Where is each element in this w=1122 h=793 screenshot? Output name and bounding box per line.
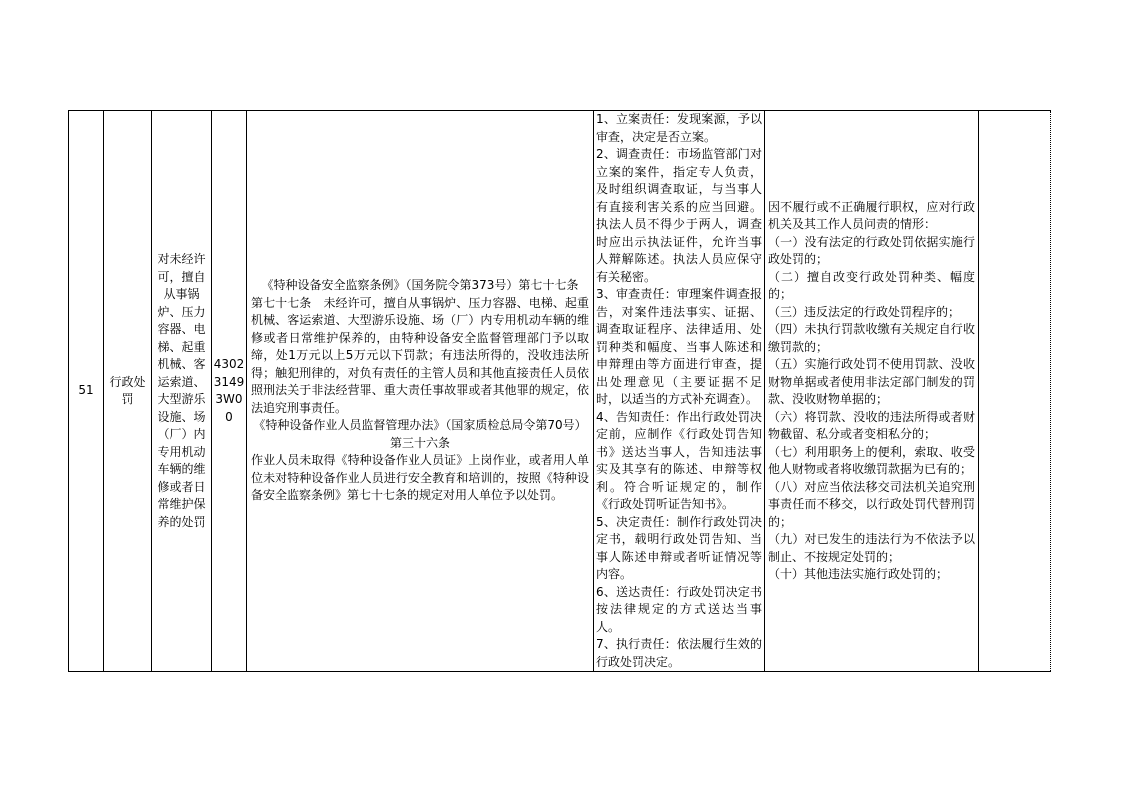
accountability-item: （十）其他违法实施行政处罚的； [768,567,949,581]
responsibility-item: 4、告知责任：作出行政处罚决定前，应制作《行政处罚告知书》送达当事人，告知违法事实及其享有的陈述、申辩等权利。符合听证规定的，制作《行政处罚听证告知书》。 [596,409,762,511]
responsibility-item: 7、执行责任：依法履行生效的行政处罚决定。 [596,637,762,669]
legal-basis [247,111,594,672]
accountability-item: （八）对应当依法移交司法机关追究刑事责任而不移交，以行政处罚代替刑罚的； [768,479,975,529]
accountability-cases [765,111,979,672]
remark-cell [979,111,1051,672]
responsibility-items [594,111,765,672]
responsibility-item: 6、送达责任：行政处罚决定书按法律规定的方式送达当事人。 [596,584,762,634]
basis-article-77: 第七十七条 未经许可，擅自从事锅炉、压力容器、电梯、起重机械、客运索道、大型游乐设施、场（厂）内专用机动车辆的维修或者日常维护保养的，由特种设备安全监督管理部门予以取缔，处1万元以上5万元以下罚款；有违法所得的，没收违法所得；触犯刑律的，对负有责任的主管人员和其他直接责任人员依照刑法关于非法经营罪、重大责任事故罪或者其他罪的规定，依法追究刑事责任。 [251,295,589,415]
accountability-item: （四）未执行罚款收缴有关规定自行收缴罚款的； [768,322,975,354]
responsibility-item: 3、审查责任：审理案件调查报告，对案件违法事实、证据、调查取证程序、法律适用、处罚种类和幅度、当事人陈述和申辩理由等方面进行审查，提出处理意见（主要证据不足时，以适当的方式补充调查）。 [596,287,762,406]
accountability-item: （九）对已发生的违法行为不依法予以制止、不按规定处罚的； [768,532,975,564]
seq-number: 51 [69,111,104,672]
power-list-table [68,110,1051,672]
basis-measures-title: 《特种设备作业人员监督管理办法》（国家质检总局令第70号）第三十六条 [253,418,587,450]
responsibility-item: 1、立案责任：发现案源，予以审查，决定是否立案。 [596,112,762,144]
power-category: 行政处罚 [104,111,152,672]
accountability-item: （七）利用职务上的便利，索取、收受他人财物或者将收缴罚款据为已有的； [768,444,975,476]
accountability-item: （一）没有法定的行政处罚依据实施行政处罚的； [768,234,975,266]
basis-regulation-title: 《特种设备安全监察条例》（国务院令第373号）第七十七条 [261,278,579,293]
basis-article-36: 作业人员未取得《特种设备作业人员证》上岗作业，或者用人单位未对特种设备作业人员进行安全教育和培训的，按照《特种设备安全监察条例》第七十七条的规定对用人单位予以处罚。 [251,453,589,503]
item-code: 43023149 3W00 [212,111,247,672]
responsibility-item: 5、决定责任：制作行政处罚决定书，载明行政处罚告知、当事人陈述申辩或者听证情况等内容。 [596,514,762,581]
responsibility-item: 2、调查责任：市场监管部门对立案的案件，指定专人负责，及时组织调查取证，与当事人有直接利害关系的应当回避。执法人员不得少于两人，调查时应出示执法证件，允许当事人辩解陈述。执法人员应保守有关秘密。 [596,147,762,284]
accountability-item: （六）将罚款、没收的违法所得或者财物截留、私分或者变相私分的； [768,409,975,441]
accountability-item: （二）擅自改变行政处罚种类、幅度的； [768,269,975,301]
accountability-intro: 因不履行或不正确履行职权，应对行政机关及其工作人员问责的情形： [768,199,975,231]
accountability-item: （三）违反法定的行政处罚程序的； [768,304,961,319]
item-name: 对未经许可，擅自从事锅炉、压力容器、电梯、起重机械、客运索道、大型游乐设施、场（厂）内专用机动车辆的维修或者日常维护保养的处罚 [152,111,212,672]
accountability-item: （五）实施行政处罚不使用罚款、没收财物单据或者使用非法定部门制发的罚款、没收财物单据的； [768,357,975,406]
table-row [69,111,1051,672]
